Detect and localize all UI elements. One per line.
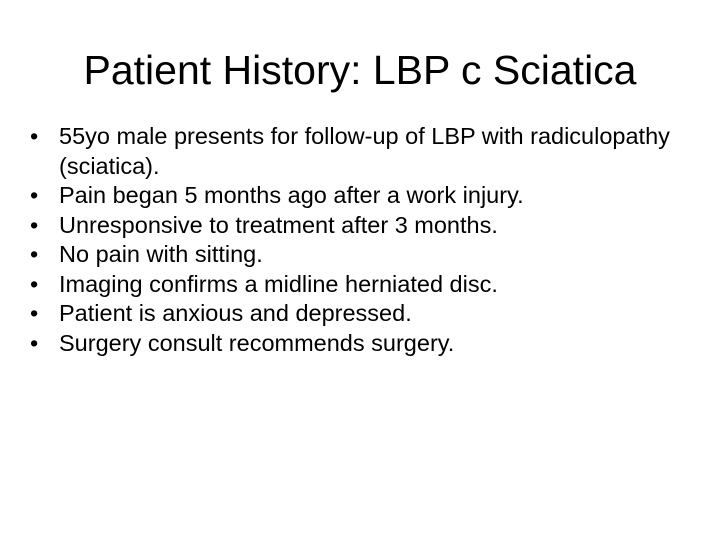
bullet-icon: • (30, 329, 39, 356)
bullet-text: Unresponsive to treatment after 3 months. (59, 211, 498, 238)
list-item (30, 240, 700, 270)
bullet-text: Surgery consult recommends surgery. (59, 329, 455, 356)
bullet-text: 55yo male presents for follow-up of LBP with radiculopathy (sciatica). (59, 123, 670, 179)
bullet-list (30, 122, 700, 358)
bullet-icon: • (30, 241, 39, 267)
bullet-icon: • (30, 270, 39, 297)
bullet-icon: • (30, 182, 39, 208)
list-item (30, 211, 700, 241)
list-item (30, 299, 700, 329)
bullet-text: Patient is anxious and depressed. (59, 300, 412, 326)
slide-title: Patient History: LBP c Sciatica (83, 47, 637, 93)
list-item (30, 122, 700, 181)
list-item (30, 270, 700, 300)
list-item (30, 329, 700, 359)
bullet-icon: • (30, 300, 39, 326)
list-item (30, 181, 700, 211)
bullet-icon: • (30, 123, 39, 149)
bullet-icon: • (30, 211, 39, 238)
bullet-text: No pain with sitting. (59, 241, 263, 267)
bullet-text: Imaging confirms a midline herniated disc. (59, 270, 498, 297)
bullet-text: Pain began 5 months ago after a work injury. (59, 182, 524, 208)
